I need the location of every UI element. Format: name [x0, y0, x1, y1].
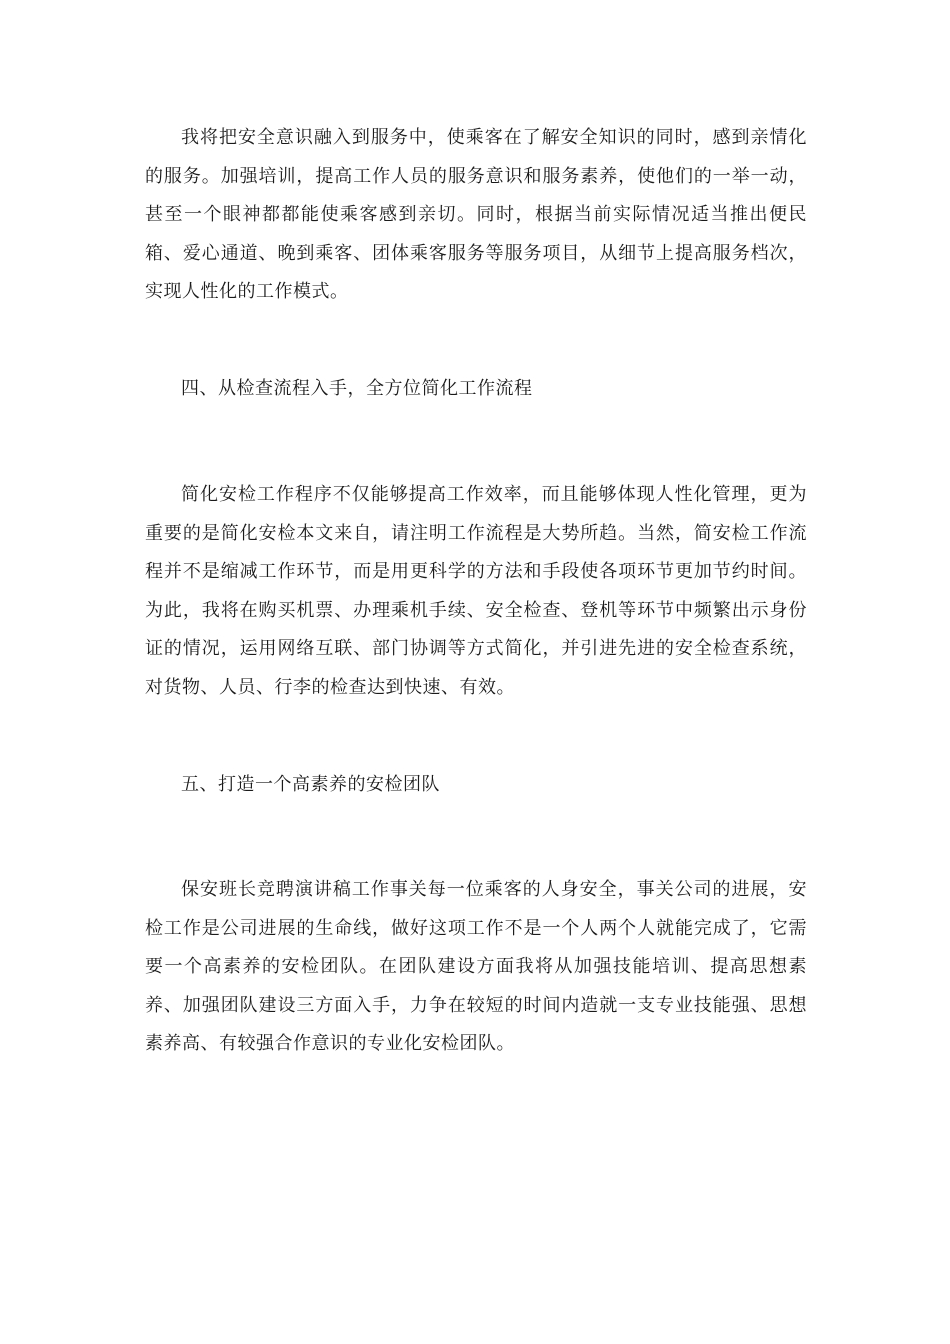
- section-heading-four: 四、从检查流程入手，全方位简化工作流程: [181, 378, 533, 399]
- paragraph-simplify-process: 简化安检工作程序不仅能够提高工作效率，而且能够体现人性化管理，更为重要的是简化安检本文来自，请注明工作流程是大势所趋。当然，简安检工作流程并不是缩减工作环节，而是用更科学的方法和手段使各项环节更加节约时间。为此，我将在购买机票、办理乘机手续、安全检查、登机等环节中频繁出示身份证的情况，运用网络互联、部门协调等方式简化，并引进先进的安全检查系统，对货物、人员、行李的检查达到快速、有效。: [145, 484, 807, 698]
- paragraph-security-team: 保安班长竞聘演讲稿工作事关每一位乘客的人身安全，事关公司的进展，安检工作是公司进展的生命线，做好这项工作不是一个人两个人就能完成了，它需要一个高素养的安检团队。在团队建设方面我将从加强技能培训、提高思想素养、加强团队建设三方面入手，力争在较短的时间内造就一支专业技能强、思想素养高、有较强合作意识的专业化安检团队。: [145, 879, 807, 1054]
- section-heading-five: 五、打造一个高素养的安检团队: [181, 774, 440, 795]
- paragraph-service-awareness: 我将把安全意识融入到服务中，使乘客在了解安全知识的同时，感到亲情化的服务。加强培训，提高工作人员的服务意识和服务素养，使他们的一举一动，甚至一个眼神都都能使乘客感到亲切。同时，根据当前实际情况适当推出便民箱、爱心通道、晚到乘客、团体乘客服务等服务项目，从细节上提高服务档次，实现人性化的工作模式。: [145, 127, 807, 302]
